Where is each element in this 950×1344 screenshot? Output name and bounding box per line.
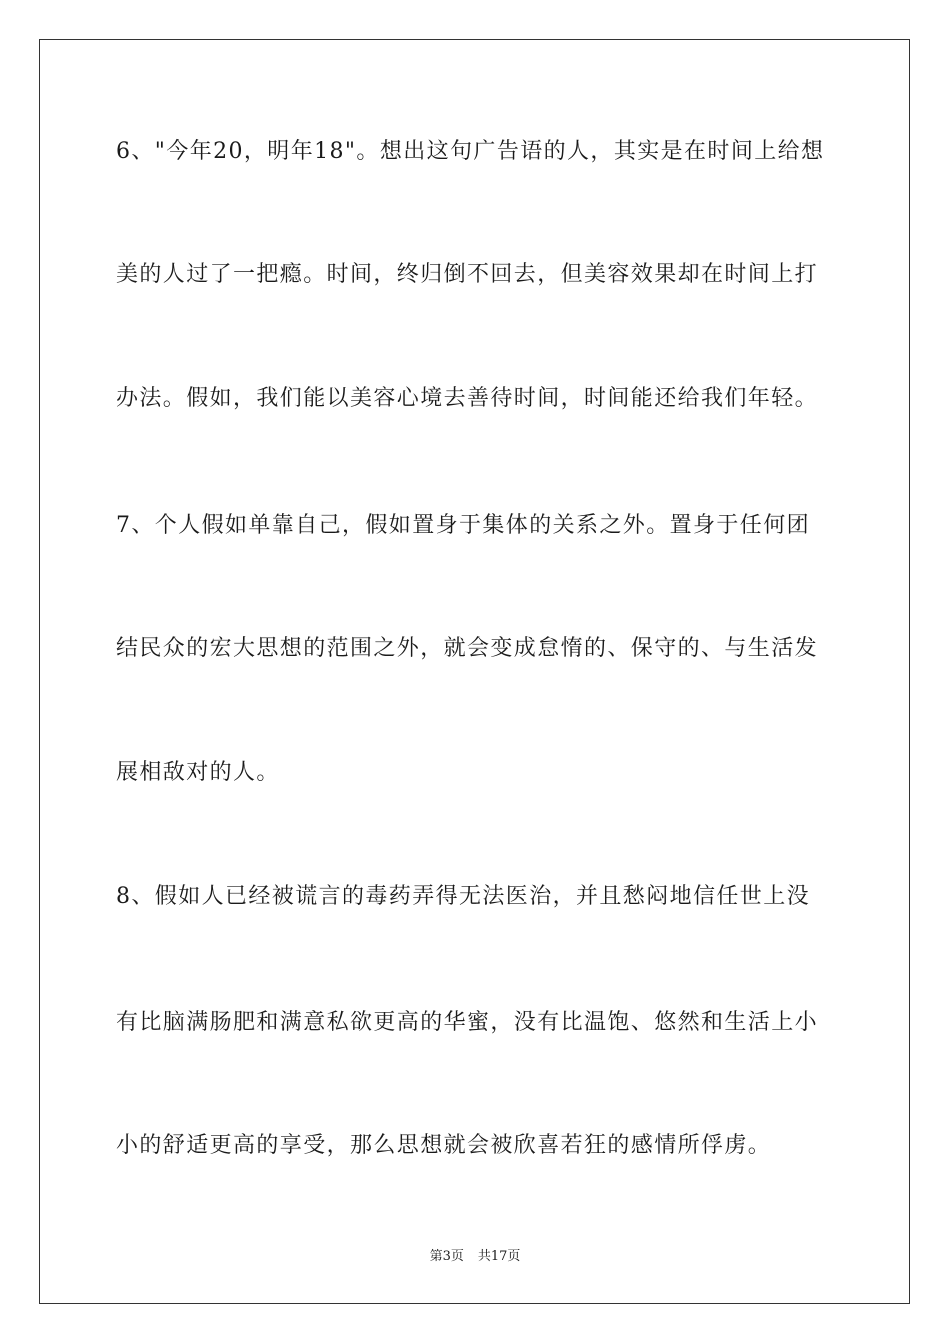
text-line: 8、假如人已经被谎言的毒药弄得无法医治，并且愁闷地信任世上没 bbox=[116, 884, 810, 909]
text-line: 小的舒适更高的享受，那么思想就会被欣喜若狂的感情所俘虏。 bbox=[116, 1133, 772, 1158]
text-line: 美的人过了一把瘾。时间，终归倒不回去，但美容效果却在时间上打 bbox=[116, 262, 819, 287]
text-line: 7、个人假如单靠自己，假如置身于集体的关系之外。置身于任何团 bbox=[116, 513, 810, 538]
page-number: 第3页 bbox=[429, 1249, 464, 1264]
page-total: 共17页 bbox=[477, 1249, 521, 1264]
text-line: 办法。假如，我们能以美容心境去善待时间，时间能还给我们年轻。 bbox=[116, 386, 819, 411]
page-footer bbox=[0, 1249, 950, 1265]
text-line: 有比脑满肠肥和满意私欲更高的华蜜，没有比温饱、悠然和生活上小 bbox=[116, 1010, 819, 1035]
page-border bbox=[39, 39, 910, 1304]
text-line: 展相敌对的人。 bbox=[116, 760, 280, 785]
text-line: 6、"今年20，明年18"。想出这句广告语的人，其实是在时间上给想 bbox=[116, 139, 825, 164]
text-line: 结民众的宏大思想的范围之外，就会变成怠惰的、保守的、与生活发 bbox=[116, 636, 819, 661]
